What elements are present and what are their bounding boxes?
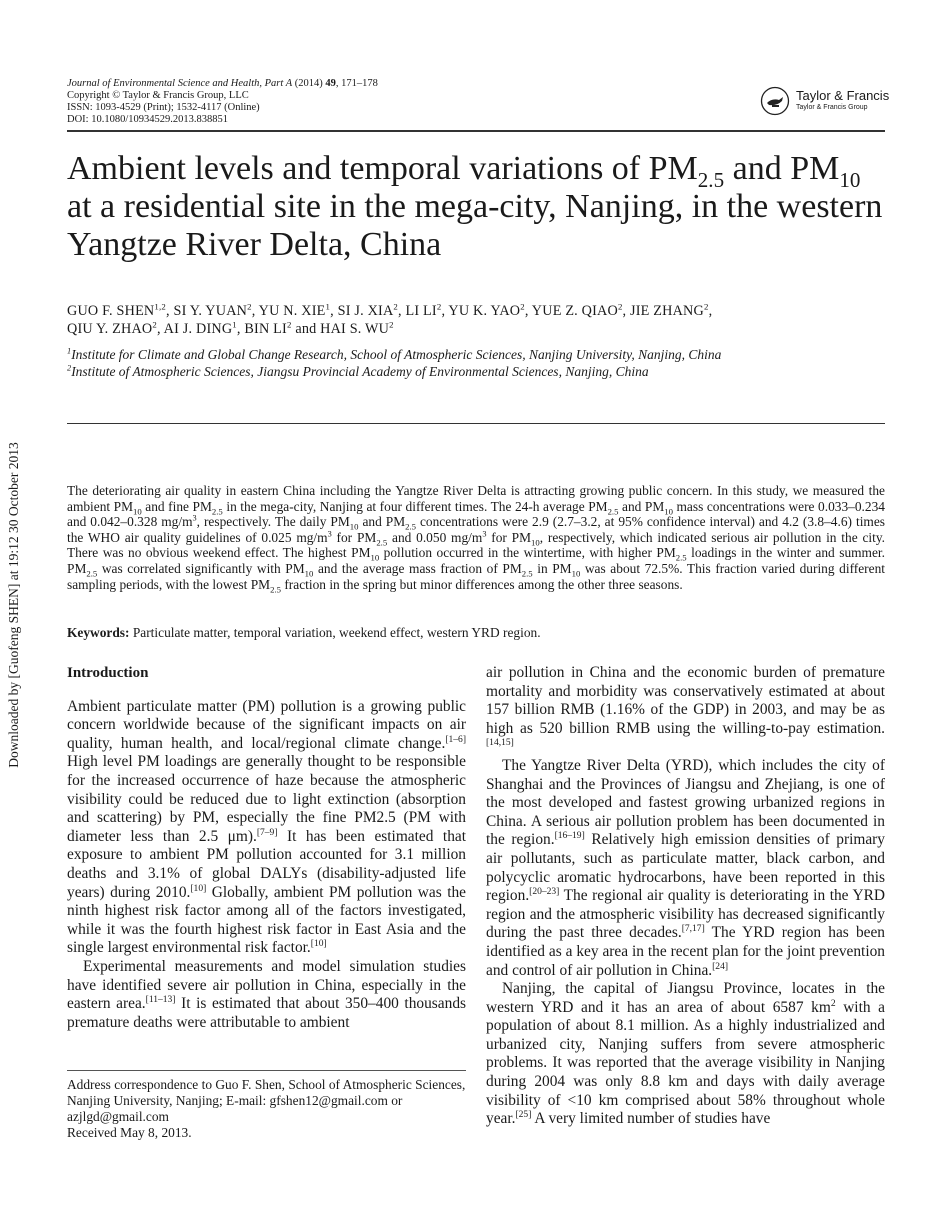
citation-link[interactable]: [25]	[515, 1109, 532, 1121]
journal-name: Journal of Environmental Science and Health, Part A	[67, 78, 293, 89]
header-divider	[67, 130, 885, 132]
citation-link[interactable]: [16–19]	[554, 830, 585, 842]
publisher-logo[interactable]	[760, 86, 890, 118]
citation-link[interactable]: [24]	[712, 960, 729, 972]
issn-line: ISSN: 1093-4529 (Print); 1532-4117 (Online)	[67, 102, 260, 113]
paragraph: air pollution in China and the economic burden of premature mortality and morbidity was conservatively estimated at about 157 billion RMB (1.16% of the GDP) in 2003, and may be as high as 520 billion RMB using the willing-to-pay estimation.[14,15]	[486, 664, 885, 749]
left-column	[67, 664, 466, 1032]
download-note-text: Downloaded by [Guofeng SHEN] at 19:12 30 October 2013	[6, 442, 21, 768]
lamp-icon	[760, 86, 790, 116]
journal-citation: Journal of Environmental Science and Health, Part A (2014) 49, 171–178	[67, 78, 378, 89]
received-date: Received May 8, 2013.	[67, 1125, 192, 1140]
affiliation-1: $^1$Institute for Climate and Global Change Research, School of Atmospheric Sciences, Nanjing University, Nanjing, China	[67, 346, 722, 362]
copyright-line: Copyright © Taylor & Francis Group, LLC	[67, 90, 249, 101]
paragraph: Nanjing, the capital of Jiangsu Province, locates in the western YRD and it has an area of about 6587 $km^2$ with a population of about 8.1 million. As a highly industrialized and urbanized city, Nanjing suffers from severe atmospheric problems. It was reported that the average visibility in Nanjing during 2004 was only 8.8 km and days with daily average visibility of <10 km comprised about 58% throughout whole year.[25] A very limited number of studies have	[486, 980, 885, 1128]
citation-link[interactable]: [14,15]	[486, 737, 514, 749]
publisher-name: Taylor & Francis	[796, 88, 890, 103]
citation-link[interactable]: [20–23]	[529, 886, 560, 897]
publisher-group: Taylor & Francis Group	[796, 104, 868, 111]
journal-pages: 171–178	[341, 78, 378, 89]
citation-link[interactable]: [10]	[310, 938, 327, 950]
doi-link[interactable]: DOI: 10.1080/10934529.2013.838851	[67, 114, 228, 125]
right-column	[486, 664, 885, 1129]
author-list: GUO F. SHEN$^{1,2}$, SI Y. YUAN$^2$, YU N. XIE$^1$, SI J. XIA$^2$, LI $LI^2$, YU K. YAO$^2$, YUE Z. QIAO$^2$, JIE ZHANG$^2$, QIU Y. ZHAO$^2$, AI J. DING$^1$, BIN $LI^2$ and HAI S. $WU^2$	[67, 301, 713, 337]
paragraph: Experimental measurements and model simulation studies have identified severe air pollution in China, especially in the eastern area.[11–13] It is estimated that about 350–400 thousands premature deaths were attributable to ambient	[67, 957, 466, 1031]
paragraph: The Yangtze River Delta (YRD), which includes the city of Shanghai and the Provinces of Jiangsu and Zhejiang, is one of the most developed and fastest growing urbanized regions in China. A serious air pollution problem has been documented in the region.[16–19] Relatively high emission densities of primary air pollutants, such as particulate matter, black carbon, and polycyclic aromatic hydrocarbons, have been reported in this region.[20–23] The regional air quality is deteriorating in the YRD region and the atmospheric visibility has decreased significantly during the past three decades.[7,17] The YRD region has been identified as a key area in the recent plan for the joint prevention and control of air pollution in China.[24]	[486, 756, 885, 979]
footnote-divider	[67, 1070, 466, 1071]
affiliation-2: $^2$Institute of Atmospheric Sciences, Jiangsu Provincial Academy of Environmental Sciences, Nanjing, China	[67, 363, 649, 379]
journal-header	[67, 78, 567, 126]
section-heading-introduction: Introduction	[67, 665, 149, 681]
article-title: Ambient levels and temporal variations of $PM_{2.5}$ and $PM_{10}$ at a residential site in the mega-city, Nanjing, in the western Yangtze River Delta, China	[67, 150, 883, 263]
citation-link[interactable]: [11–13]	[145, 993, 176, 1005]
correspondence-address: Address correspondence to Guo F. Shen, School of Atmospheric Sciences, Nanjing University, Nanjing; E-mail: gfshen12@gmail.com or azjlgd@gmail.com	[67, 1077, 466, 1124]
paragraph: Ambient particulate matter (PM) pollution is a growing public concern worldwide because of the significant impacts on air quality, human health, and local/regional climate change.[1–6] High level PM loadings are generally thought to be responsible for the increased occurrence of haze because the atmospheric visibility could be reduced due to light extinction (absorption and scattering) by PM, especially the fine PM2.5 (PM with diameter less than 2.5 μm).[7–9] It has been estimated that exposure to ambient PM pollution accounted for 3.1 million deaths and 3.1% of global DALYs (disability-adjusted life years) during 2010.[10] Globally, ambient PM pollution was the ninth highest risk factor among all of the factors investigated, while it was the fourth highest risk factor in East Asia and the single largest environmental risk factor.[10]	[67, 697, 467, 957]
abstract: The deteriorating air quality in eastern China including the Yangtze River Delta is attracting growing public concern. In this study, we measured the ambient $PM_{10}$ and fine $PM_{2.5}$ in the mega-city, Nanjing at four different times. The 24-h average $PM_{2.5}$ and $PM_{10}$ mass concentrations were 0.033–0.234 and 0.042–0.328 $mg/m^3$, respectively. The daily $PM_{10}$ and $PM_{2.5}$ concentrations were 2.9 (2.7–3.2, at 95% confidence interval) and 4.2 (3.8–4.6) times the WHO air quality guidelines of 0.025 $mg/m^3$ for $PM_{2.5}$ and 0.050 $mg/m^3$ for $PM_{10}$, respectively, which indicated serious air pollution in the city. There was no obvious weekend effect. The highest $PM_{10}$ pollution occurred in the wintertime, with higher $PM_{2.5}$ loadings in the winter and summer. $PM_{2.5}$ was correlated significantly with $PM_{10}$ and the average mass fraction of $PM_{2.5}$ in $PM_{10}$ was about 72.5%. This fraction varied during different sampling periods, with the lowest $PM_{2.5}$ fraction in the spring but minor differences among the other three seasons.	[67, 483, 886, 595]
download-watermark	[4, 430, 24, 780]
citation-link[interactable]: [7,17]	[681, 923, 705, 935]
citation-link[interactable]: [10]	[190, 882, 207, 894]
abstract-divider	[67, 423, 885, 424]
journal-volume: 49	[325, 78, 336, 89]
citation-link[interactable]: [1–6]	[445, 733, 466, 745]
keywords: Keywords: Particulate matter, temporal variation, weekend effect, western YRD region.	[67, 625, 541, 640]
citation-link[interactable]: [7–9]	[256, 826, 278, 838]
affiliations	[67, 346, 897, 380]
correspondence-footnote	[67, 1077, 466, 1141]
keywords-label: Keywords:	[67, 625, 130, 640]
